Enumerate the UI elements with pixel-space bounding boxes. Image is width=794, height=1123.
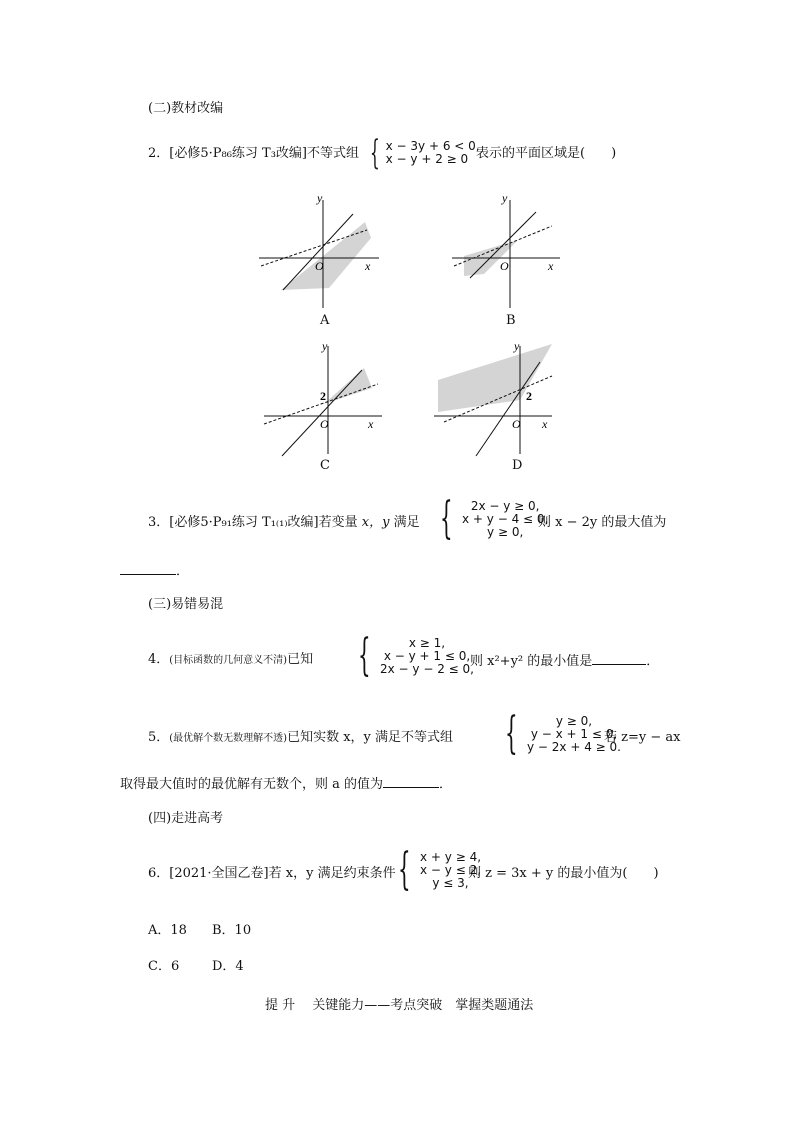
region-c bbox=[324, 368, 372, 404]
q4-prefix-text: 4． bbox=[148, 652, 170, 667]
graph-option-b bbox=[448, 190, 568, 315]
q3-inequality-system bbox=[440, 493, 549, 544]
q3-end: ． bbox=[176, 564, 190, 579]
q4-ineq-1: x ≥ 1, bbox=[408, 635, 446, 650]
graph-option-d bbox=[430, 340, 560, 458]
q6-ineq-1: x + y ≥ 4, bbox=[420, 849, 482, 864]
option-b-label: B bbox=[506, 313, 516, 328]
q5-ineq-1: y ≥ 0, bbox=[555, 713, 593, 728]
option-a-label: A bbox=[320, 313, 330, 328]
brace-icon: { bbox=[358, 630, 371, 681]
x-label: x bbox=[365, 259, 371, 273]
q5-prefix-text: 5． bbox=[148, 730, 170, 745]
q3-vars: x，y bbox=[361, 515, 390, 530]
graph-option-a bbox=[255, 190, 385, 315]
q3-answer-line bbox=[120, 562, 189, 580]
origin-label: O bbox=[512, 417, 521, 431]
q6-suffix: 则 z = 3x + y 的最小值为( ) bbox=[468, 866, 659, 881]
q5-note: (最优解个数无数理解不透) bbox=[169, 733, 288, 744]
q3-ineq-2: x + y − 4 ≤ 0, bbox=[462, 511, 549, 526]
region-d bbox=[438, 344, 552, 412]
q5-suffix: 若 z=y − ax bbox=[604, 730, 681, 745]
q5-line2-text: 取得最大值时的最优解有无数个，则 a 的值为 bbox=[120, 777, 384, 792]
q5-line2 bbox=[120, 775, 452, 793]
q2-ineq-2: x − y + 2 ≥ 0 bbox=[385, 152, 469, 166]
q4-ineq-3: 2x − y − 2 ≤ 0, bbox=[380, 661, 474, 676]
q3-prefix bbox=[148, 515, 420, 531]
q5-ineq-2: y − x + 1 ≤ 0, bbox=[530, 726, 618, 741]
y-label: y bbox=[514, 340, 520, 353]
option-d-label: D bbox=[512, 458, 523, 473]
q4-inequality-system bbox=[358, 630, 474, 681]
section-footer-heading: 提 升 关键能力——考点突破 掌握类题通法 bbox=[265, 998, 534, 1013]
answer-blank[interactable] bbox=[120, 562, 176, 575]
q6-choice-b[interactable]: B．10 bbox=[212, 923, 252, 938]
section-heading-4: (四)走进高考 bbox=[148, 811, 224, 826]
x-label: x bbox=[548, 259, 554, 273]
q6-choice-d[interactable]: D．4 bbox=[212, 959, 244, 974]
q2-ineq-1: x − 3y + 6 < 0, bbox=[385, 139, 480, 153]
graph-option-c bbox=[258, 340, 388, 458]
y-label: y bbox=[317, 191, 323, 205]
brace-icon: { bbox=[370, 133, 380, 173]
x-label: x bbox=[368, 417, 374, 431]
q5-end: ． bbox=[439, 777, 453, 792]
q3-prefix-text: 3．[必修5·P₉₁练习 T₁₍₁₎改编]若变量 bbox=[148, 515, 358, 530]
q4-prefix bbox=[148, 652, 313, 669]
q6-ineq-2: x − y ≤ 2, bbox=[420, 862, 482, 877]
tick-2-label: 2 bbox=[320, 389, 326, 403]
q5-mid: 已知实数 x，y 满足不等式组 bbox=[287, 730, 454, 745]
q6-prefix: 6．[2021·全国乙卷]若 x，y 满足约束条件 bbox=[148, 866, 396, 881]
q6-choice-c[interactable]: C．6 bbox=[148, 959, 180, 974]
brace-icon: { bbox=[505, 708, 518, 759]
tick-2-label: 2 bbox=[526, 389, 532, 403]
section-heading-2: (二)教材改编 bbox=[148, 101, 224, 116]
y-label: y bbox=[502, 191, 508, 205]
origin-label: O bbox=[315, 259, 324, 273]
q2-suffix: 表示的平面区域是( ) bbox=[476, 146, 617, 161]
q3-ineq-3: y ≥ 0, bbox=[487, 524, 524, 539]
section-heading-3: (三)易错易混 bbox=[148, 597, 224, 612]
q4-ineq-2: x − y + 1 ≤ 0, bbox=[383, 648, 471, 663]
option-c-label: C bbox=[320, 458, 330, 473]
q2-inequality-system bbox=[370, 133, 480, 173]
brace-icon: { bbox=[398, 844, 411, 895]
q2-prefix: 2．[必修5·P₈₆练习 T₃改编]不等式组 bbox=[148, 146, 360, 161]
q5-prefix bbox=[148, 730, 453, 747]
q4-note: (目标函数的几何意义不清) bbox=[169, 655, 288, 666]
region-a bbox=[281, 222, 371, 290]
q3-mid: 满足 bbox=[393, 515, 420, 530]
q5-ineq-3: y − 2x + 4 ≥ 0. bbox=[527, 739, 621, 754]
q3-ineq-1: 2x − y ≥ 0, bbox=[470, 498, 540, 513]
origin-label: O bbox=[320, 417, 329, 431]
answer-blank[interactable] bbox=[383, 775, 439, 788]
q4-suffix-text: 则 x²+y² 的最小值是 bbox=[470, 654, 593, 669]
q3-suffix: 则 x − 2y 的最大值为 bbox=[538, 515, 667, 530]
q6-choice-a[interactable]: A．18 bbox=[148, 923, 187, 938]
x-label: x bbox=[542, 417, 548, 431]
y-label: y bbox=[322, 340, 328, 353]
brace-icon: { bbox=[440, 493, 453, 544]
origin-label: O bbox=[500, 259, 509, 273]
answer-blank[interactable] bbox=[592, 652, 646, 665]
q4-end: ． bbox=[646, 654, 660, 669]
q4-mid: 已知 bbox=[287, 652, 314, 667]
q4-suffix bbox=[470, 652, 659, 670]
q6-ineq-3: y ≤ 3, bbox=[432, 875, 469, 890]
